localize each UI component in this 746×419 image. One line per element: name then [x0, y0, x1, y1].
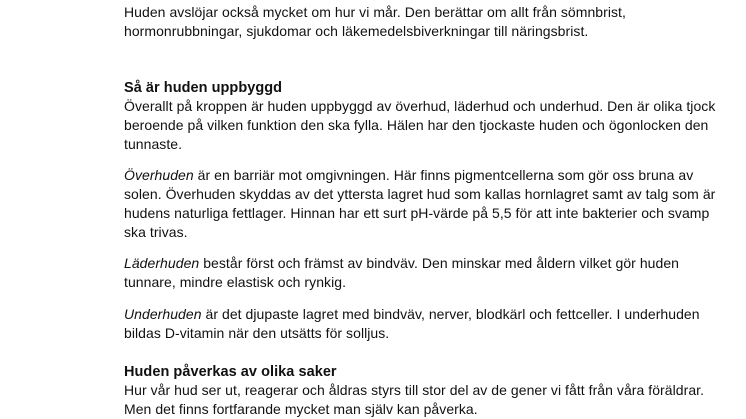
underhud-term: Underhuden [124, 306, 202, 322]
section-heading-structure: Så är huden uppbyggd [124, 80, 283, 96]
underhud-paragraph [124, 305, 724, 343]
overhud-term: Överhuden [124, 167, 194, 183]
overhud-text: är en barriär mot omgivningen. Här finns pigmentcellerna som gör oss bruna av solen. Överhuden skyddas av det yttersta lagret hud som kallas hornlagret samt av talg som är hudens naturliga fettlager. Hinnan har ett surt pH-värde på 5,5 för att inte bakterier och svamp ska trivas. [124, 167, 716, 240]
structure-paragraph: Överallt på kroppen är huden uppbyggd av överhud, läderhud och underhud. Den är olika tjock beroende på vilken funktion den ska fylla. Hälen har den tjockaste huden och ögonlocken den tunnaste. [124, 98, 716, 152]
intro-paragraph: Huden avslöjar också mycket om hur vi mår. Den berättar om allt från sömnbrist, hormonrubbningar, sjukdomar och läkemedelsbiverkningar till näringsbrist. [124, 4, 626, 39]
underhud-text: är det djupaste lagret med bindväv, nerver, blodkärl och fettceller. I underhuden bildas D-vitamin när den utsätts för solljus. [124, 306, 700, 341]
section-heading-influences: Huden påverkas av olika saker [124, 364, 337, 380]
laderhud-text: består först och främst av bindväv. Den minskar med åldern vilket gör huden tunnare, mindre elastisk och rynkig. [124, 255, 680, 290]
laderhud-paragraph [124, 254, 724, 292]
influences-paragraph: Hur vår hud ser ut, reagerar och åldras styrs till stor del av de gener vi fått från våra föräldrar. Men det finns fortfarande mycket man själv kan påverka. [124, 382, 705, 417]
overhud-paragraph [124, 166, 724, 242]
laderhud-term: Läderhuden [124, 255, 200, 271]
